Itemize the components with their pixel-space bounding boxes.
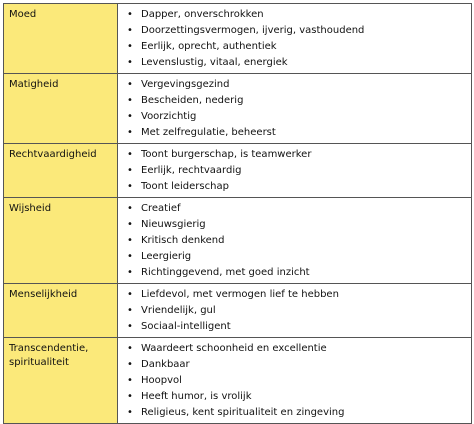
virtue-cell: Wijsheid (4, 198, 118, 284)
bullet-icon: • (127, 57, 133, 68)
strength-text: Religieus, kent spiritualiteit en zingeving (141, 407, 345, 418)
virtue-cell: Matigheid (4, 74, 118, 144)
list-item (118, 23, 471, 39)
strength-text: Doorzettingsvermogen, ijverig, vasthoudend (141, 25, 365, 36)
list-item (118, 7, 471, 23)
strengths-list (118, 287, 471, 335)
strength-text: Heeft humor, is vrolijk (141, 391, 252, 402)
strengths-cell (118, 338, 472, 424)
strength-text: Eerlijk, oprecht, authentiek (141, 41, 277, 52)
table-row (4, 144, 472, 198)
bullet-icon: • (127, 235, 133, 246)
bullet-icon: • (127, 9, 133, 20)
bullet-icon: • (127, 203, 133, 214)
strength-text: Kritisch denkend (141, 235, 225, 246)
list-item (118, 125, 471, 141)
strength-text: Vergevingsgezind (141, 79, 230, 90)
strength-text: Bescheiden, nederig (141, 95, 244, 106)
list-item (118, 93, 471, 109)
strength-text: Nieuwsgierig (141, 219, 206, 230)
list-item (118, 303, 471, 319)
list-item (118, 147, 471, 163)
strength-text: Eerlijk, rechtvaardig (141, 165, 242, 176)
bullet-icon: • (127, 181, 133, 192)
strength-text: Liefdevol, met vermogen lief te hebben (141, 289, 339, 300)
list-item (118, 373, 471, 389)
bullet-icon: • (127, 95, 133, 106)
bullet-icon: • (127, 149, 133, 160)
strength-text: Dapper, onverschrokken (141, 9, 264, 20)
bullet-icon: • (127, 321, 133, 332)
list-item (118, 357, 471, 373)
bullet-icon: • (127, 391, 133, 402)
bullet-icon: • (127, 165, 133, 176)
bullet-icon: • (127, 25, 133, 36)
bullet-icon: • (127, 251, 133, 262)
strength-text: Creatief (141, 203, 181, 214)
table-row (4, 284, 472, 338)
bullet-icon: • (127, 375, 133, 386)
strength-text: Voorzichtig (141, 111, 197, 122)
list-item (118, 163, 471, 179)
list-item (118, 39, 471, 55)
bullet-icon: • (127, 79, 133, 90)
strength-text: Waardeert schoonheid en excellentie (141, 343, 327, 354)
table-row (4, 198, 472, 284)
strengths-list (118, 77, 471, 141)
virtue-cell: Moed (4, 4, 118, 74)
virtues-table-body (4, 4, 472, 424)
bullet-icon: • (127, 41, 133, 52)
table-row (4, 4, 472, 74)
strengths-cell (118, 4, 472, 74)
table-row (4, 74, 472, 144)
strength-text: Toont leiderschap (141, 181, 229, 192)
list-item (118, 287, 471, 303)
bullet-icon: • (127, 359, 133, 370)
list-item (118, 217, 471, 233)
list-item (118, 249, 471, 265)
strength-text: Dankbaar (141, 359, 190, 370)
list-item (118, 201, 471, 217)
table-row (4, 338, 472, 424)
list-item (118, 389, 471, 405)
strengths-cell (118, 198, 472, 284)
strengths-list (118, 147, 471, 195)
strength-text: Hoopvol (141, 375, 182, 386)
list-item (118, 319, 471, 335)
bullet-icon: • (127, 407, 133, 418)
strengths-cell (118, 144, 472, 198)
virtue-cell: Rechtvaardigheid (4, 144, 118, 198)
strengths-cell (118, 284, 472, 338)
bullet-icon: • (127, 127, 133, 138)
bullet-icon: • (127, 305, 133, 316)
strength-text: Leergierig (141, 251, 192, 262)
list-item (118, 55, 471, 71)
strengths-list (118, 341, 471, 421)
bullet-icon: • (127, 289, 133, 300)
strengths-list (118, 201, 471, 281)
virtue-cell: Menselijkheid (4, 284, 118, 338)
strength-text: Vriendelijk, gul (141, 305, 216, 316)
strengths-cell (118, 74, 472, 144)
list-item (118, 265, 471, 281)
list-item (118, 341, 471, 357)
list-item (118, 77, 471, 93)
list-item (118, 405, 471, 421)
virtue-cell: Transcendentie, spiritualiteit (4, 338, 118, 424)
list-item (118, 233, 471, 249)
bullet-icon: • (127, 111, 133, 122)
virtues-table (3, 3, 472, 424)
bullet-icon: • (127, 267, 133, 278)
bullet-icon: • (127, 343, 133, 354)
strength-text: Levenslustig, vitaal, energiek (141, 57, 288, 68)
strength-text: Toont burgerschap, is teamwerker (141, 149, 312, 160)
list-item (118, 179, 471, 195)
strengths-list (118, 7, 471, 71)
bullet-icon: • (127, 219, 133, 230)
list-item (118, 109, 471, 125)
strength-text: Met zelfregulatie, beheerst (141, 127, 276, 138)
strength-text: Richtinggevend, met goed inzicht (141, 267, 310, 278)
strength-text: Sociaal-intelligent (141, 321, 231, 332)
virtues-table-container (3, 3, 472, 424)
